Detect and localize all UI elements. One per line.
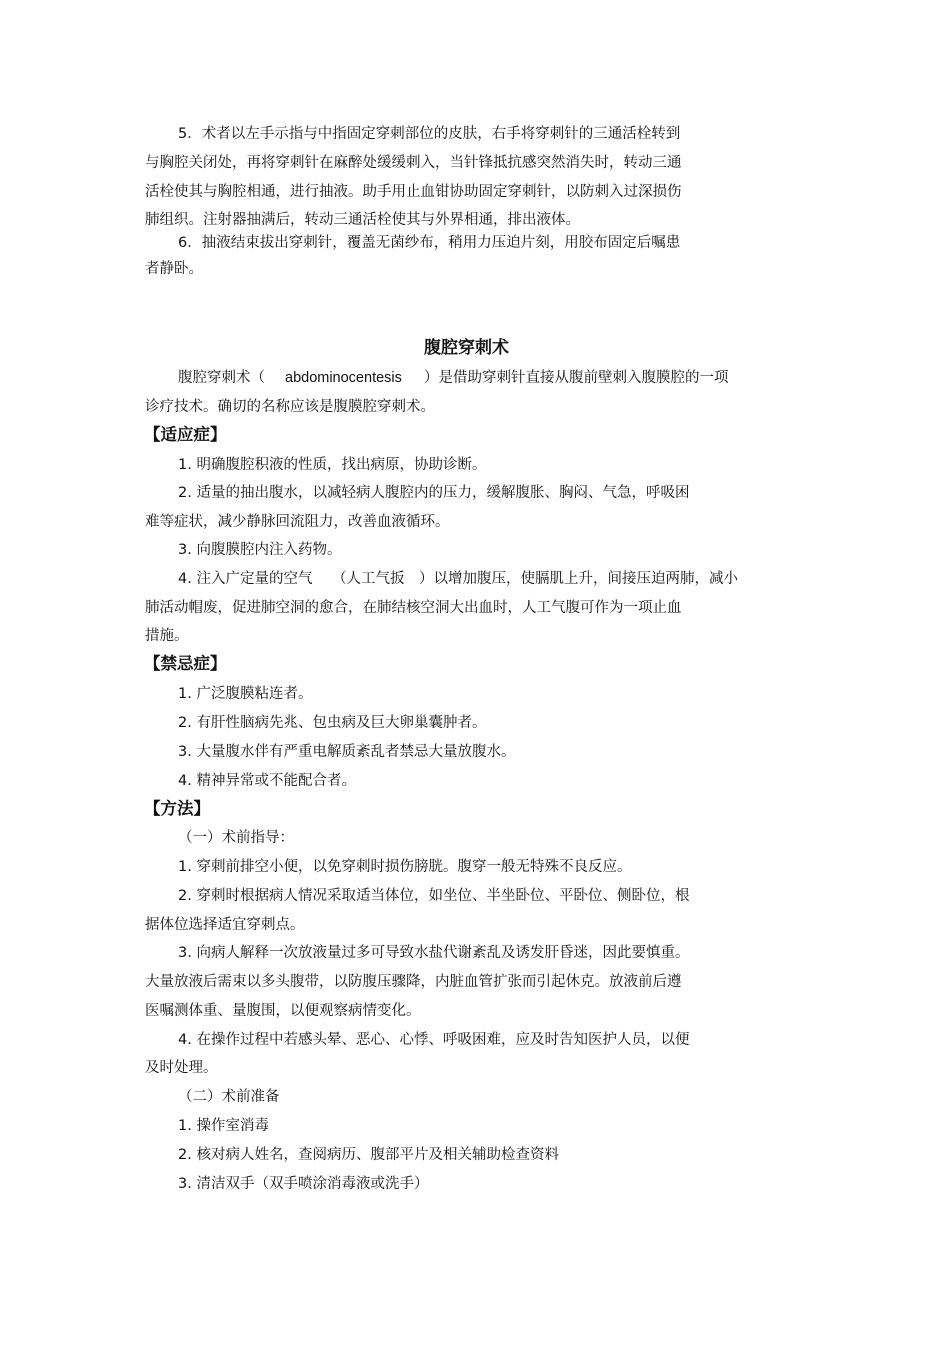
contraindication-item-4: 4. 精神异常或不能配合者。	[178, 773, 356, 789]
indication-item-4-part-2: （人工气扳	[332, 571, 405, 587]
pre-guidance-item-2-line-1: 2. 穿刺时根据病人情况采取适当体位，如坐位、半坐卧位、平卧位、侧卧位，根	[178, 888, 690, 904]
pre-guidance-item-2-line-2: 据体位选择适宜穿刺点。	[145, 917, 305, 933]
indication-item-4-line-2: 肺活动帽废，促进肺空洞的愈合，在肺结核空洞大出血时，人工气腹可作为一项止血	[145, 600, 682, 616]
indication-item-3: 3. 向腹膜腔内注入药物。	[178, 542, 342, 558]
contraindication-item-2: 2. 有肝性脑病先兆、包虫病及巨大卵巢囊肿者。	[178, 715, 487, 731]
pre-preparation-item-2: 2. 核对病人姓名，查阅病历、腹部平片及相关辅助检查资料	[178, 1147, 559, 1163]
indication-item-1: 1. 明确腹腔积液的性质，找出病原，协助诊断。	[178, 457, 487, 473]
step-6-line-1: 6．抽液结束拔出穿刺针，覆盖无菌纱布，稍用力压迫片刻，用胶布固定后嘱患	[178, 235, 681, 251]
pre-guidance-heading: （一）术前指导：	[178, 830, 294, 846]
pre-guidance-item-3-line-2: 大量放液后需束以多头腹带，以防腹压骤降，内脏血管扩张而引起休克。放液前后遵	[145, 974, 682, 990]
step-5-line-4: 肺组织。注射器抽满后，转动三通活栓使其与外界相通，排出液体。	[145, 212, 580, 228]
contraindication-item-3: 3. 大量腹水伴有严重电解质紊乱者禁忌大量放腹水。	[178, 744, 516, 760]
contraindications-heading: 【禁忌症】	[144, 654, 227, 673]
step-5-line-3: 活栓使其与胸腔相通，进行抽液。助手用止血钳协助固定穿刺针，以防刺入过深损伤	[145, 184, 682, 200]
section-title: 腹腔穿刺术	[424, 338, 509, 358]
method-heading: 【方法】	[144, 799, 210, 818]
intro-term: abdominocentesis	[285, 370, 402, 386]
indication-item-4-part-3: ）以增加腹压，使膈肌上升，间接压迫两肺，减小	[419, 571, 738, 587]
pre-guidance-item-1: 1. 穿刺前排空小便，以免穿刺时损伤膀胱。腹穿一般无特殊不良反应。	[178, 859, 632, 875]
pre-guidance-item-3-line-1: 3. 向病人解释一次放液量过多可导致水盐代谢紊乱及诱发肝昏迷，因此要慎重。	[178, 945, 690, 961]
pre-preparation-heading: （二）术前准备	[178, 1089, 280, 1105]
pre-preparation-item-3: 3. 清洁双手（双手喷涂消毒液或洗手）	[178, 1176, 429, 1192]
indication-item-2-line-2: 难等症状，减少静脉回流阻力，改善血液循环。	[145, 514, 450, 530]
step-5-line-2: 与胸腔关闭处，再将穿刺针在麻醉处缓缓刺入，当针锋抵抗感突然消失时，转动三通	[145, 155, 682, 171]
pre-preparation-item-1: 1. 操作室消毒	[178, 1118, 269, 1134]
step-6-line-2: 者静卧。	[145, 261, 203, 277]
indication-item-4-part-1: 4. 注入广定量的空气	[178, 571, 313, 587]
intro-line-2: 诊疗技术。确切的名称应该是腹膜腔穿刺术。	[145, 399, 435, 415]
intro-prefix: 腹腔穿刺术（	[178, 370, 265, 386]
indication-item-4-line-3: 措施。	[145, 628, 189, 644]
pre-guidance-item-4-line-2: 及时处理。	[145, 1060, 218, 1076]
contraindication-item-1: 1. 广泛腹膜粘连者。	[178, 686, 313, 702]
step-5-line-1: 5．术者以左手示指与中指固定穿刺部位的皮肤，右手将穿刺针的三通活栓转到	[178, 126, 681, 142]
intro-suffix: ）是借助穿刺针直接从腹前壁刺入腹膜腔的一项	[424, 370, 729, 386]
indication-item-2-line-1: 2. 适量的抽出腹水，以减轻病人腹腔内的压力，缓解腹胀、胸闷、气急，呼吸困	[178, 485, 690, 501]
pre-guidance-item-4-line-1: 4. 在操作过程中若感头晕、恶心、心悸、呼吸困难，应及时告知医护人员，以便	[178, 1032, 690, 1048]
pre-guidance-item-3-line-3: 医嘱测体重、量腹围，以便观察病情变化。	[145, 1003, 421, 1019]
indications-heading: 【适应症】	[144, 425, 227, 444]
